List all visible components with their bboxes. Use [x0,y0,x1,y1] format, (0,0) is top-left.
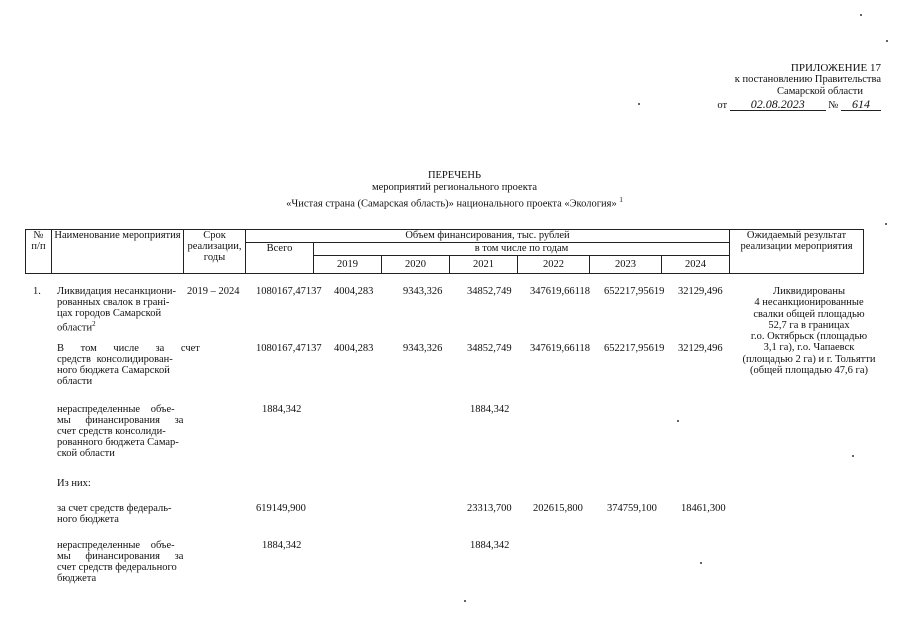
scan-speck [860,14,862,16]
subrow-name: Из них: [57,478,91,489]
number-prefix: № [828,100,839,111]
heading-title: ПЕРЕЧЕНЬ [427,170,482,181]
subrow-year: 34852,749 [467,343,512,354]
result-line: свалки общей площадью [753,308,865,320]
header-result: Ожидаемый результат реализации мероприятия [730,230,864,274]
result-line: (общей площадью 47,6 га) [750,365,868,377]
result-line: Ликвидированы [772,286,846,297]
subrow-year: 18461,300 [681,503,726,514]
header-year: 2021 [450,256,518,274]
subrow-year: 1884,342 [470,540,510,551]
subrow-total: 1884,342 [262,540,302,551]
subrow-name [57,540,183,584]
row-num: 1. [33,286,41,297]
scan-speck [677,420,679,422]
header-year: 2022 [518,256,590,274]
row-year-2020: 9343,326 [403,286,443,297]
name-line-text: области [57,322,93,334]
row-name [57,286,181,334]
measures-table [25,229,864,274]
name-line: счет средств федерального [57,562,177,573]
name-line: бюджета [57,573,97,584]
name-footnote: 2 [92,320,96,328]
result-line: 4 несанкционированные [754,297,864,309]
scan-speck [638,103,640,105]
result-line: (площадью 2 га) и г. Тольятти [742,353,876,365]
header-financing: Объем финансирования, тыс. рублей [246,230,730,243]
row-year-2021: 34852,749 [467,286,512,297]
date-prefix: от [717,100,728,111]
appendix-title: ПРИЛОЖЕНИЕ 17 [790,62,881,74]
header-term: Срок реализации, годы [184,230,246,274]
name-line: рованного бюджета Самар- [57,437,179,448]
name-line: мы финансирования за [57,551,184,562]
appendix-line1: к постановлению Правительства [734,74,881,85]
scan-speck [700,562,702,564]
name-line: рованных свалок в гранi- [57,297,170,308]
subrow-year: 9343,326 [403,343,443,354]
name-line: Ликвидация несанкциони- [57,286,177,297]
name-line: нераспределенные объе- [57,540,175,551]
subrow-year: 32129,496 [678,343,723,354]
subrow-total: 619149,900 [256,503,306,514]
header-by-years: в том числе по годам [314,243,730,256]
subrow-year: 4004,283 [334,343,374,354]
name-line: ного бюджета Самарской [57,365,170,376]
row-year-2019: 4004,283 [334,286,374,297]
name-line: В том числе за счет [57,343,200,354]
header-year: 2019 [314,256,382,274]
subrow-year: 347619,66118 [530,343,590,354]
subrow-name [57,503,172,525]
appendix-line2: Самарской области [777,86,863,97]
name-line: счет средств консолиди- [57,426,166,437]
name-line: за счет средств федераль- [57,503,172,514]
row-year-2023: 652217,95619 [604,286,665,297]
header-year: 2020 [382,256,450,274]
name-line: цах городов Самарской [57,308,162,319]
name-line: средств консолидирован- [57,354,173,365]
subrow-total: 1884,342 [262,404,302,415]
appendix-date-line [717,98,881,112]
subrow-total: 1080167,47137 [256,343,322,354]
name-line: ного бюджета [57,514,119,525]
header-num: № п/п [26,230,52,274]
name-line: ской области [57,448,115,459]
name-line: мы финансирования за [57,415,184,426]
result-line: 3,1 га), г.о. Чапаевск [763,342,855,354]
result-line: 52,7 га в границах [768,319,850,331]
header-year: 2024 [662,256,730,274]
subrow-year: 202615,800 [533,503,583,514]
subrow-year: 374759,100 [607,503,657,514]
scan-speck [885,223,887,225]
header-name: Наименование мероприятия [52,230,184,274]
heading-footnote: 1 [619,196,623,204]
scan-speck [464,600,466,602]
subrow-year: 1884,342 [470,404,510,415]
result-line: г.о. Октябрьск (площадью [750,331,868,343]
name-line [57,319,181,334]
row-year-2022: 347619,66118 [530,286,590,297]
handwritten-date: 02.08.2023 [730,98,826,111]
row-total: 1080167,47137 [256,286,322,297]
heading-project-text: «Чистая страна (Самарская область)» национального проекта «Экология» [286,198,617,210]
heading-subtitle: мероприятий регионального проекта [371,182,538,193]
subrow-name [57,404,183,459]
name-line: нераспределенные объе- [57,404,175,415]
document-heading [0,170,909,211]
row-term: 2019 – 2024 [187,286,240,297]
row-year-2024: 32129,496 [678,286,723,297]
scan-speck [852,455,854,457]
appendix-block [717,62,881,112]
heading-project [0,194,909,211]
subrow-name [57,343,200,387]
subrow-year: 652217,95619 [604,343,665,354]
row-result [742,286,876,376]
handwritten-number: 614 [841,98,881,111]
name-line: области [57,376,93,387]
subrow-year: 23313,700 [467,503,512,514]
scan-speck [886,40,888,42]
header-total: Всего [246,243,314,274]
header-year: 2023 [590,256,662,274]
